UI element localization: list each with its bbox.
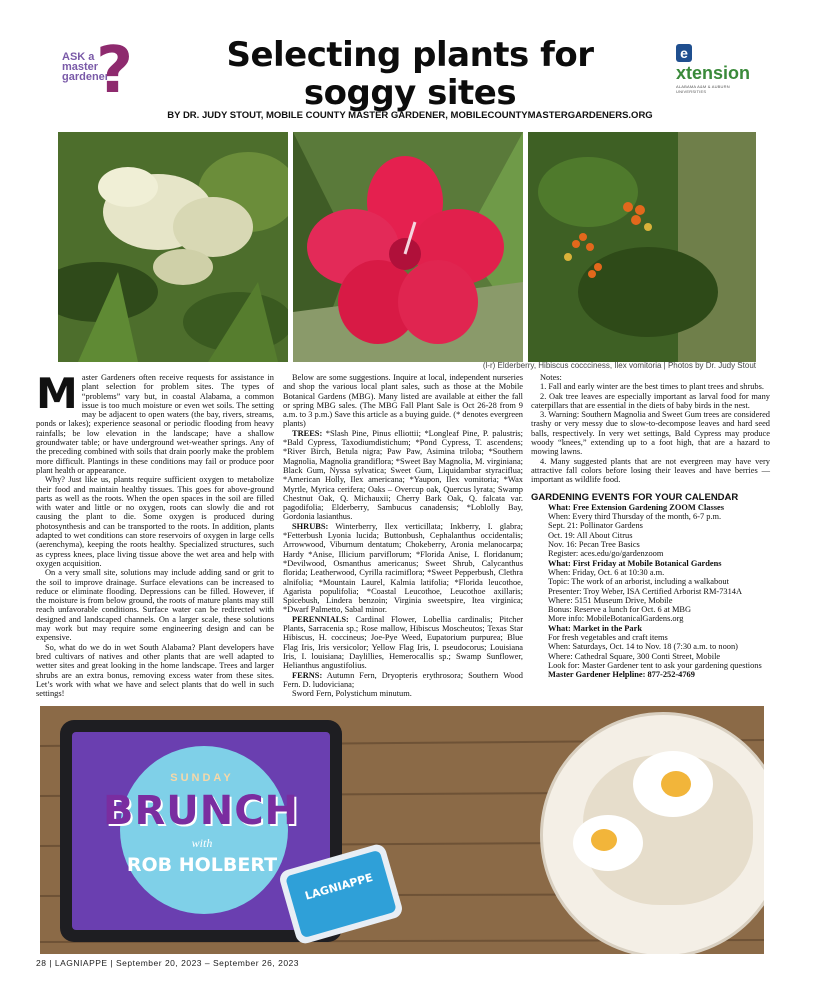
ferns-list-last: Sword Fern, Polystichum minutum. bbox=[292, 689, 412, 699]
article-column-1 bbox=[36, 369, 274, 699]
events-heading: GARDENING EVENTS FOR YOUR CALENDAR bbox=[531, 491, 739, 503]
article-title: Selecting plants for soggy sites bbox=[226, 35, 594, 113]
page-footer: 28 | LAGNIAPPE | September 20, 2023 – September 26, 2023 bbox=[36, 958, 300, 968]
photo-caption: (l-r) Elderberry, Hibiscus coccciness, Ilex vomitoria | Photos by Dr. Judy Stout bbox=[482, 361, 756, 370]
ask-logo-text: ASK a master gardener bbox=[62, 51, 110, 83]
perennials-list: PERENNIALS: Cardinal Flower, Lobellia cardinalis; Pitcher Plants, Sarracenia sp.; Rose mallow, Hibiscus Moscheutos; Texas Star Hibiscus, H. coccineus; Joe-Pye Weed, Eupatorium purpurea; Blue Flag Iris, Iris versicolor; Yellow Flag Iris, I. pseudocorus; Louisiana Iris, I. louisiana; Daylillies, Hemerocallis sp.; Swamp Sunflower, Helianthus angustifolius. bbox=[283, 614, 523, 671]
event-line: When: Friday, Oct. 6 at 10:30 a.m. bbox=[548, 567, 665, 577]
article-paragraph: So, what do we do in wet South Alabama? Plant developers have bred cultivars of natives and other plants that are well adapted to wetter sites and great looking in the home landscape. Trees and larger shrubs are an extra bonus, removing excess water from these sites. Let’s work with what we have and select plants that do well in such settings! bbox=[36, 642, 274, 699]
shrubs-list: SHRUBS: Winterberry, Ilex verticillata; Inkberry, I. glabra; *Fetterbush Lyonia lucida; Buttonbush, Cephalanthus occidentalis; Arrowwood, Viburnum dentatum; Chokeberry, Aronia melanocarpa; Hardy *Anise, Illicium parviflorum; *Florida Anise, I. floridanum; *Devilwood, Osmanthus americanus; Sweet Shrub, Calycanthus florida; Leatherwood, Cyrilla racimiflora; *Sweet Pepperbush, Clethra alnifolia; *Mountain Laurel, Kalmia latifolia; *Florida leucothoe, Agarista populifolia; *Coastal Leucothoe, Leucothoe axillaris; Spicebush, Lindera benzoin; Virginia sweetspire, Itea virginica; *Dwarf Palmetto, Sabal minor. bbox=[283, 521, 523, 615]
elderberry-photo bbox=[58, 132, 288, 362]
article-paragraph: On a very small site, solutions may include adding sand or grit to the soil to improve drainage. Surface elevations can be increased to reduce or eliminate flooding. Depressions can be filled. However, if the moisture is from below ground, the roots of mature plants may still reach unfavorable conditions. Surface water can be redirected with designed and landscaped channels. On a larger scale, these solutions may work but may require some engineering design and can be expensive. bbox=[36, 568, 274, 643]
trees-list: TREES: *Slash Pine, Pinus elliottii; *Longleaf Pine, P. palustris; *Bald Cypress, Taxodiumdistichum; *Pond Cypress, T. ascendens; *River Birch, Betula nigra; Paw Paw, Asimina triloba; *Southern Magnolia, Magnolia grandiflora; *Sweet Bay Magnolia, M. virginiana; Black Gum, Nyssa sylvatica; Sweet Gum, Liquidambar styraciflua; *American Holly, Ilex americana; *Yaupon, Ilex vomitoria; *Wax Myrtle, Myrica cerifera; Oaks – Overcup oak, Quercus lyrata; Swamp Chestnut Oak, Q. Michauxii; Cherry Bark Oak, Q. falcata var. pagodifolia; Elderberry, Sambucus canadensis; *Loblolly Bay, Gordonia lasianthus. bbox=[283, 428, 523, 522]
article-column-2 bbox=[283, 373, 523, 698]
extension-logo-text: xtension bbox=[676, 63, 751, 83]
event-line: Where: 5151 Museum Drive, Mobile bbox=[548, 595, 673, 605]
article-paragraph: Below are some suggestions. Inquire at local, independent nurseries and shop the various local plant sales, such as those at the Mobile Botanical Gardens (MBG). Many listed are available at either the fall or spring MBG sales. (The MBG Fall Plant Sale is Oct 26-28 from 9 a.m. to 3 p.m.) Save this article as a buying guide. (* denotes evergreen plants) bbox=[283, 373, 523, 429]
ilex-vomitoria-photo bbox=[528, 132, 756, 362]
sunday-brunch-ad[interactable] bbox=[40, 706, 764, 954]
helpline: Master Gardener Helpline: 877-252-4769 bbox=[548, 670, 695, 680]
extension-logo bbox=[676, 44, 760, 94]
event-line: Topic: The work of an arborist, including a walkabout bbox=[548, 577, 729, 587]
event-line: More info: MobileBotanicalGardens.org bbox=[548, 614, 684, 624]
egg-yolk bbox=[591, 829, 617, 851]
byline: BY DR. JUDY STOUT, MOBILE COUNTY MASTER GARDENER, MOBILECOUNTYMASTERGARDENERS.ORG bbox=[167, 110, 653, 121]
event-line: Nov. 16: Pecan Tree Basics bbox=[548, 540, 640, 550]
event-title: What: Free Extension Gardening ZOOM Classes bbox=[548, 502, 724, 512]
article-column-3 bbox=[531, 373, 770, 680]
event-line: Look for: Master Gardener tent to ask your gardening questions bbox=[548, 660, 762, 670]
ad-brunch-text: BRUNCH bbox=[102, 788, 300, 834]
extension-e-icon: e bbox=[676, 44, 692, 62]
question-mark-icon: ? bbox=[96, 34, 134, 108]
ad-sunday-text: SUNDAY bbox=[170, 772, 234, 784]
event-line: Oct. 19: All About Citrus bbox=[548, 530, 633, 540]
event-line: Register: aces.edu/go/gardenzoom bbox=[548, 549, 664, 559]
event-line: Sept. 21: Pollinator Gardens bbox=[548, 521, 643, 531]
note-item: 2. Oak tree leaves are especially important as larval food for many caterpillars that are essential in the diets of baby birds in the nest. bbox=[531, 391, 770, 410]
event-line: For fresh vegetables and craft items bbox=[548, 633, 668, 643]
note-item: 3. Warning: Southern Magnolia and Sweet Gum trees are considered trashy or very messy due to slow-to-decompose leaves and hard seed balls, respectively. In very wet settings, Bald Cypress may produce woody “knees,” extending up to a foot high, that are a hazard to mowing lawns. bbox=[531, 410, 770, 457]
event-title: What: Market in the Park bbox=[548, 623, 642, 633]
article-paragraph: Master Gardeners often receive requests for assistance in plant selection for problem sites. The types of “problems” vary but, in coastal Alabama, a common issue is too much moisture or even wet soils. The setting may be adjacent to open waters (the bay, rivers, streams, ponds or lakes); experience seasonal or periodic flooding from heavy rainfalls; be low elevation in the landscape; have a shallow groundwater table; or have underground wet-weather springs. Any of the preceding combined with soils that drain poorly make the problem more difficult. Plantings in these conditions may fail or produce poor plant health or appearance. bbox=[36, 369, 274, 475]
ad-host-name: ROB HOLBERT bbox=[126, 854, 278, 876]
article-paragraph: Why? Just like us, plants require sufficient oxygen to metabolize their food and maintain healthy tissues. This goes for above-ground parts as well as the roots. When the open spaces in the soil are filled with water and little or no oxygen, roots can slowly die and rot causing the plant to die. Some oxygen is produced during photosynthesis and can be transported to the roots. In addition, plants adapted to wet conditions can store reservoirs of oxygen in large cells (aerenchyma), keeping the roots healthy. Specialized structures, such as cypress knees, place living tissue above the wet area and help with oxygen acquisition. bbox=[36, 475, 274, 568]
dropcap: M bbox=[36, 369, 78, 418]
ask-master-gardener-logo bbox=[60, 34, 140, 108]
event-line: When: Every third Thursday of the month, 6-7 p.m. bbox=[548, 512, 722, 522]
note-item: 4. Many suggested plants that are not evergreen may have very attractive fall colors before losing their leaves and have berries — important as wildlife food. bbox=[531, 456, 770, 485]
ad-with-text: with bbox=[191, 836, 213, 850]
notes-label: Notes: bbox=[540, 373, 562, 382]
event-line: Bonus: Reserve a lunch for Oct. 6 at MBG bbox=[548, 605, 692, 615]
note-item: 1. Fall and early winter are the best times to plant trees and shrubs. bbox=[540, 382, 764, 392]
event-title: What: First Friday at Mobile Botanical Gardens bbox=[548, 558, 722, 568]
ferns-list: FERNS: Autumn Fern, Dryopteris erythrosora; Southern Wood Fern. D. ludoviciana; bbox=[283, 670, 523, 689]
event-line: Presenter: Troy Weber, ISA Certified Arborist RM-7314A bbox=[548, 586, 743, 596]
event-line: Where: Cathedral Square, 300 Conti Street, Mobile bbox=[548, 651, 721, 661]
egg-yolk bbox=[661, 771, 691, 797]
phone-lagniappe-text: LAGNIAPPE bbox=[303, 870, 375, 903]
event-line: When: Saturdays, Oct. 14 to Nov. 18 (7:30 a.m. to noon) bbox=[548, 642, 738, 652]
hibiscus-photo bbox=[293, 132, 523, 362]
extension-logo-subtext: ALABAMA A&M & AUBURN UNIVERSITIES bbox=[676, 84, 730, 94]
